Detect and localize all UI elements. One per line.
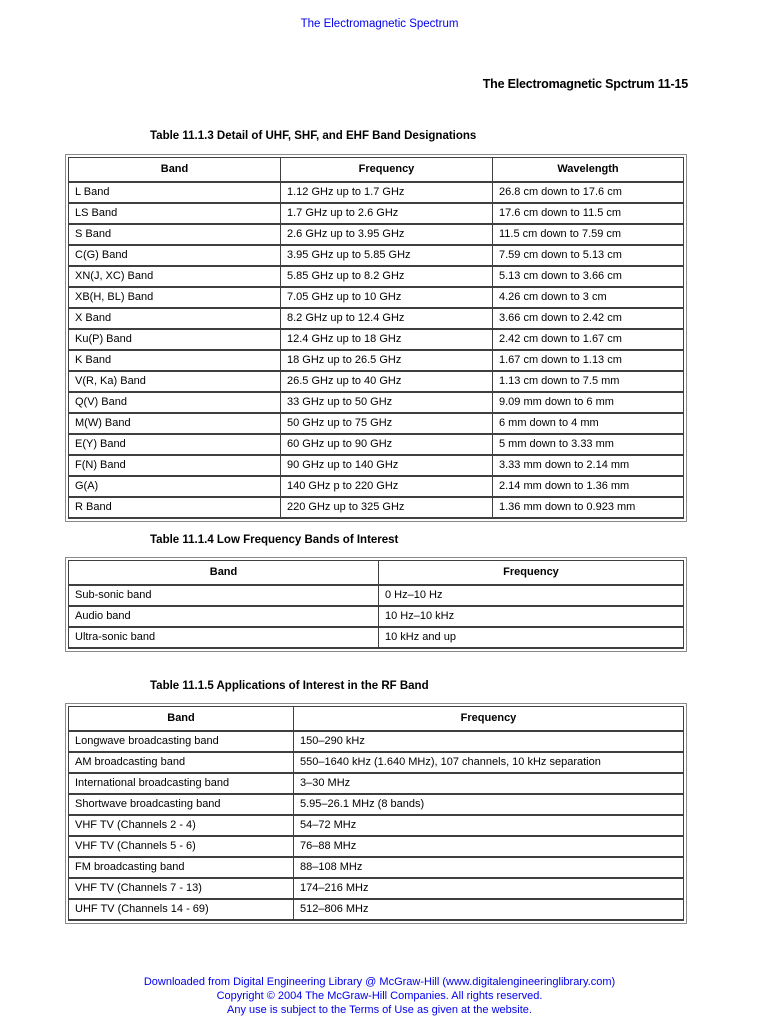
table-cell: Sub-sonic band: [69, 585, 379, 606]
column-header: Frequency: [379, 561, 684, 586]
column-header: Band: [69, 158, 281, 183]
page-header-link[interactable]: The Electromagnetic Spectrum: [300, 18, 459, 30]
table-cell: 8.2 GHz up to 12.4 GHz: [281, 308, 493, 329]
table-cell: VHF TV (Channels 7 - 13): [69, 878, 294, 899]
table-cell: 54–72 MHz: [294, 815, 684, 836]
table-cell: 26.5 GHz up to 40 GHz: [281, 371, 493, 392]
table-2-title: Table 11.1.4 Low Frequency Bands of Interest: [150, 534, 399, 546]
table-cell: 220 GHz up to 325 GHz: [281, 497, 493, 518]
table-cell: Ultra-sonic band: [69, 627, 379, 648]
table-cell: 50 GHz up to 75 GHz: [281, 413, 493, 434]
table-row: [69, 350, 684, 371]
table-row: [69, 203, 684, 224]
uhf-shf-ehf-band-table: [68, 157, 684, 519]
table-row: [69, 878, 684, 899]
table-cell: F(N) Band: [69, 455, 281, 476]
table-cell: 550–1640 kHz (1.640 MHz), 107 channels, 10 kHz separation: [294, 752, 684, 773]
table-cell: 174–216 MHz: [294, 878, 684, 899]
rf-applications-table: [68, 706, 684, 921]
table-cell: 18 GHz up to 26.5 GHz: [281, 350, 493, 371]
table-3-title: Table 11.1.5 Applications of Interest in the RF Band: [150, 680, 429, 692]
table-row: [69, 627, 684, 648]
table-cell: E(Y) Band: [69, 434, 281, 455]
table-row: [69, 794, 684, 815]
table-cell: XB(H, BL) Band: [69, 287, 281, 308]
table-cell: 6 mm down to 4 mm: [493, 413, 684, 434]
running-head: The Electromagnetic Spctrum 11-15: [482, 77, 688, 91]
table-cell: 76–88 MHz: [294, 836, 684, 857]
header-row: [69, 707, 684, 732]
table-cell: AM broadcasting band: [69, 752, 294, 773]
table-cell: S Band: [69, 224, 281, 245]
table-row: [69, 287, 684, 308]
table-cell: 3.33 mm down to 2.14 mm: [493, 455, 684, 476]
table-cell: 26.8 cm down to 17.6 cm: [493, 182, 684, 203]
table-cell: K Band: [69, 350, 281, 371]
table-cell: 90 GHz up to 140 GHz: [281, 455, 493, 476]
table-cell: 7.59 cm down to 5.13 cm: [493, 245, 684, 266]
table-row: [69, 585, 684, 606]
table-row: [69, 857, 684, 878]
table-cell: 88–108 MHz: [294, 857, 684, 878]
table-cell: 1.13 cm down to 7.5 mm: [493, 371, 684, 392]
table-cell: 10 Hz–10 kHz: [379, 606, 684, 627]
table-cell: 512–806 MHz: [294, 899, 684, 920]
table-cell: 12.4 GHz up to 18 GHz: [281, 329, 493, 350]
table-cell: FM broadcasting band: [69, 857, 294, 878]
table-row: [69, 731, 684, 752]
table-cell: Audio band: [69, 606, 379, 627]
table-cell: 9.09 mm down to 6 mm: [493, 392, 684, 413]
table-row: [69, 455, 684, 476]
table-cell: 7.05 GHz up to 10 GHz: [281, 287, 493, 308]
table-row: [69, 815, 684, 836]
table-cell: 3–30 MHz: [294, 773, 684, 794]
table-cell: R Band: [69, 497, 281, 518]
table-cell: Longwave broadcasting band: [69, 731, 294, 752]
table-row: [69, 392, 684, 413]
table-cell: 10 kHz and up: [379, 627, 684, 648]
page-footer: [0, 975, 759, 1017]
table-cell: V(R, Ka) Band: [69, 371, 281, 392]
table-cell: UHF TV (Channels 14 - 69): [69, 899, 294, 920]
table-row: [69, 245, 684, 266]
table-cell: 2.42 cm down to 1.67 cm: [493, 329, 684, 350]
header-row: [69, 158, 684, 183]
table-cell: 60 GHz up to 90 GHz: [281, 434, 493, 455]
table-1-border: [65, 154, 687, 522]
table-cell: M(W) Band: [69, 413, 281, 434]
column-header: Band: [69, 561, 379, 586]
table-row: [69, 773, 684, 794]
header-row: [69, 561, 684, 586]
table-row: [69, 308, 684, 329]
table-cell: International broadcasting band: [69, 773, 294, 794]
table-cell: 140 GHz p to 220 GHz: [281, 476, 493, 497]
table-cell: L Band: [69, 182, 281, 203]
table-cell: 2.14 mm down to 1.36 mm: [493, 476, 684, 497]
table-cell: X Band: [69, 308, 281, 329]
table-row: [69, 752, 684, 773]
table-cell: VHF TV (Channels 5 - 6): [69, 836, 294, 857]
table-row: [69, 899, 684, 920]
table-row: [69, 266, 684, 287]
table-cell: Q(V) Band: [69, 392, 281, 413]
table-cell: 4.26 cm down to 3 cm: [493, 287, 684, 308]
table-cell: 5.13 cm down to 3.66 cm: [493, 266, 684, 287]
table-cell: 5.95–26.1 MHz (8 bands): [294, 794, 684, 815]
table-cell: 33 GHz up to 50 GHz: [281, 392, 493, 413]
table-row: [69, 476, 684, 497]
table-row: [69, 606, 684, 627]
table-row: [69, 329, 684, 350]
table-cell: 1.7 GHz up to 2.6 GHz: [281, 203, 493, 224]
column-header: Wavelength: [493, 158, 684, 183]
footer-terms: Any use is subject to the Terms of Use as given at the website.: [227, 1004, 532, 1016]
table-2-border: [65, 557, 687, 652]
table-row: [69, 182, 684, 203]
footer-download-link[interactable]: Downloaded from Digital Engineering Library @ McGraw-Hill (www.digitalengineeringlibrary.com): [143, 976, 616, 988]
table-cell: 150–290 kHz: [294, 731, 684, 752]
table-cell: G(A): [69, 476, 281, 497]
column-header: Frequency: [294, 707, 684, 732]
table-cell: 2.6 GHz up to 3.95 GHz: [281, 224, 493, 245]
table-cell: 1.36 mm down to 0.923 mm: [493, 497, 684, 518]
table-row: [69, 434, 684, 455]
table-row: [69, 413, 684, 434]
table-cell: 1.67 cm down to 1.13 cm: [493, 350, 684, 371]
table-row: [69, 836, 684, 857]
table-row: [69, 371, 684, 392]
table-cell: 3.95 GHz up to 5.85 GHz: [281, 245, 493, 266]
table-row: [69, 224, 684, 245]
table-cell: 1.12 GHz up to 1.7 GHz: [281, 182, 493, 203]
table-cell: VHF TV (Channels 2 - 4): [69, 815, 294, 836]
table-cell: XN(J, XC) Band: [69, 266, 281, 287]
table-cell: C(G) Band: [69, 245, 281, 266]
table-cell: 11.5 cm down to 7.59 cm: [493, 224, 684, 245]
table-cell: Shortwave broadcasting band: [69, 794, 294, 815]
table-cell: 3.66 cm down to 2.42 cm: [493, 308, 684, 329]
table-row: [69, 497, 684, 518]
footer-copyright: Copyright © 2004 The McGraw-Hill Companies. All rights reserved.: [216, 990, 543, 1002]
column-header: Band: [69, 707, 294, 732]
table-cell: 0 Hz–10 Hz: [379, 585, 684, 606]
table-1-title: Table 11.1.3 Detail of UHF, SHF, and EHF Band Designations: [150, 130, 477, 142]
column-header: Frequency: [281, 158, 493, 183]
table-cell: 5 mm down to 3.33 mm: [493, 434, 684, 455]
table-3-border: [65, 703, 687, 924]
table-cell: LS Band: [69, 203, 281, 224]
table-cell: Ku(P) Band: [69, 329, 281, 350]
low-frequency-band-table: [68, 560, 684, 649]
table-cell: 5.85 GHz up to 8.2 GHz: [281, 266, 493, 287]
table-cell: 17.6 cm down to 11.5 cm: [493, 203, 684, 224]
